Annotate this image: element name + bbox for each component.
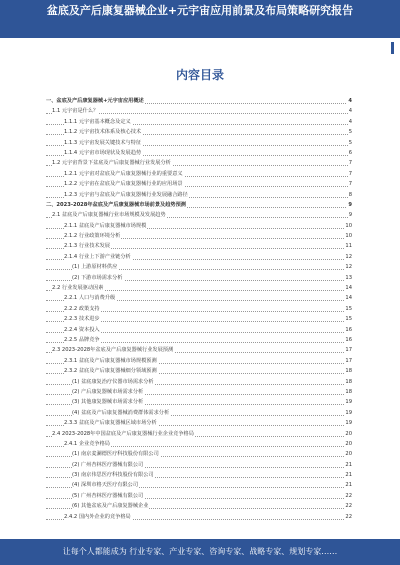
toc-entry-label: 2.2.2 政策支持 bbox=[64, 304, 101, 314]
toc-entry-page: 11 bbox=[344, 241, 352, 251]
toc-entry-page: 9 bbox=[348, 210, 352, 220]
toc-entry[interactable] bbox=[46, 304, 352, 314]
toc-entry-page: 5 bbox=[348, 127, 352, 137]
toc-entry-page: 7 bbox=[348, 169, 352, 179]
toc-entry-page: 19 bbox=[344, 408, 352, 418]
toc-entry[interactable] bbox=[46, 117, 352, 127]
toc-entry-page: 22 bbox=[344, 512, 352, 522]
toc-entry-label: 2.2.1 人口与消费升级 bbox=[64, 293, 116, 303]
toc-entry[interactable] bbox=[46, 273, 352, 283]
toc-entry-page: 22 bbox=[344, 491, 352, 501]
toc-entry-page: 10 bbox=[344, 231, 352, 241]
toc-entry[interactable] bbox=[46, 429, 352, 439]
toc-entry-page: 18 bbox=[344, 377, 352, 387]
toc-entry[interactable] bbox=[46, 480, 352, 490]
toc-entry[interactable] bbox=[46, 148, 352, 158]
toc-entry-label: 1.2.3 元宇宙与盆底及产后康复器械行业发展融合路径 bbox=[64, 190, 189, 200]
toc-entry-page: 10 bbox=[344, 221, 352, 231]
toc-entry-page: 7 bbox=[348, 158, 352, 168]
toc-entry-label: 2.1.2 行业政策环境分析 bbox=[64, 231, 121, 241]
toc-entry-page: 6 bbox=[348, 148, 352, 158]
toc-entry-page: 18 bbox=[344, 387, 352, 397]
toc-entry-page: 20 bbox=[344, 439, 352, 449]
toc-entry-page: 4 bbox=[348, 117, 352, 127]
toc-entry-page: 19 bbox=[344, 418, 352, 428]
toc-entry-label: 2.1.3 行业技术发展 bbox=[64, 241, 111, 251]
toc-entry[interactable] bbox=[46, 127, 352, 137]
toc-entry[interactable] bbox=[46, 470, 352, 480]
toc-entry-page: 18 bbox=[344, 366, 352, 376]
toc-entry[interactable] bbox=[46, 283, 352, 293]
toc-entry-label: 2.3 2023-2028年盆底及产后康复器械行业发展预测 bbox=[52, 345, 174, 355]
toc-entry-label: (4) 盆底及产后康复器械消费群体需求分析 bbox=[72, 408, 170, 418]
toc-entry-page: 5 bbox=[348, 138, 352, 148]
toc-entry-page: 12 bbox=[344, 252, 352, 262]
toc-entry-page: 4 bbox=[348, 106, 352, 116]
toc-entry[interactable] bbox=[46, 491, 352, 501]
toc-entry-page: 15 bbox=[344, 314, 352, 324]
toc-entry-page: 14 bbox=[344, 293, 352, 303]
toc-entry[interactable] bbox=[46, 387, 352, 397]
toc-entry-label: 1.2.2 元宇宙在盆底及产后康复器械行业的应用场景 bbox=[64, 179, 184, 189]
toc-entry[interactable] bbox=[46, 501, 352, 511]
toc-entry-page: 17 bbox=[344, 345, 352, 355]
toc-entry-page: 4 bbox=[347, 96, 352, 106]
toc-entry-label: 1.2 元宇宙背景下盆底及产后康复器械行业发展分析 bbox=[52, 158, 172, 168]
toc-entry-label: 2.4.2 国内外企业的竞争格局 bbox=[64, 512, 132, 522]
document-header bbox=[0, 0, 400, 38]
toc-entry[interactable] bbox=[46, 210, 352, 220]
toc-entry-page: 14 bbox=[344, 283, 352, 293]
toc-entry-page: 22 bbox=[344, 501, 352, 511]
toc-entry-page: 21 bbox=[344, 480, 352, 490]
toc-entry-label: 2.4.1 企业竞争格局 bbox=[64, 439, 111, 449]
toc-entry[interactable] bbox=[46, 262, 352, 272]
toc-entry-label: 2.4 2023-2028年中国盆底及产后康复器械行业企业竞争格局 bbox=[52, 429, 195, 439]
toc-entry[interactable] bbox=[46, 460, 352, 470]
toc-entry-label: 一、盆底及产后康复器械+元宇宙应用概述 bbox=[46, 96, 145, 106]
toc-entry-label: (2) 下游市场需求分析 bbox=[72, 273, 124, 283]
toc-entry-label: 1.1 元宇宙是什么？ bbox=[52, 106, 99, 116]
toc-entry-page: 16 bbox=[344, 325, 352, 335]
toc-entry-label: 2.1.1 盆底及产后康复器械市场规模 bbox=[64, 221, 147, 231]
toc-entry-label: 2.3.2 盆底及产后康复器械细分领域预测 bbox=[64, 366, 158, 376]
toc-entry-label: 2.3.3 盆底及产后康复器械区域市场分析 bbox=[64, 418, 158, 428]
toc-entry[interactable] bbox=[46, 335, 352, 345]
toc-entry-label: 二、2023-2028年盆底及产后康复器械市场前景及趋势预测 bbox=[46, 200, 187, 210]
toc-entry-label: 1.2.1 元宇宙对盆底及产后康复器械行业的重要意义 bbox=[64, 169, 184, 179]
toc-entry[interactable] bbox=[46, 356, 352, 366]
toc-entry-page: 16 bbox=[344, 335, 352, 345]
toc-entry-label: 2.3.1 盆底及产后康复器械市场规模预测 bbox=[64, 356, 158, 366]
header-accent-bar bbox=[391, 42, 394, 54]
toc-entry[interactable] bbox=[46, 512, 352, 522]
toc-entry[interactable] bbox=[46, 231, 352, 241]
toc-entry-label: 2.1.4 行业上下游产业链分析 bbox=[64, 252, 132, 262]
toc-entry-page: 7 bbox=[348, 179, 352, 189]
toc-entry[interactable] bbox=[46, 366, 352, 376]
toc-entry-page: 13 bbox=[344, 273, 352, 283]
toc-entry-label: (2) 产后康复器械市场需求分析 bbox=[72, 387, 144, 397]
toc-entry-label: 1.1.1 元宇宙基本概念及定义 bbox=[64, 117, 132, 127]
toc-entry-page: 19 bbox=[344, 397, 352, 407]
toc-entry-page: 12 bbox=[344, 262, 352, 272]
footer-slogan: 让每个人都能成为 行业专家、产业专家、咨询专家、战略专家、规划专家…… bbox=[62, 547, 338, 556]
toc-entry[interactable] bbox=[46, 179, 352, 189]
toc-entry-page: 20 bbox=[344, 429, 352, 439]
toc-entry-label: 1.1.3 元宇宙发展关键技术与特征 bbox=[64, 138, 142, 148]
toc-entry-label: (1) 盆底康复治疗仪器市场需求分析 bbox=[72, 377, 155, 387]
toc-entry[interactable] bbox=[46, 408, 352, 418]
toc-entry[interactable] bbox=[46, 221, 352, 231]
toc-entry[interactable] bbox=[46, 241, 352, 251]
toc-entry-label: 2.2.3 技术进步 bbox=[64, 314, 101, 324]
toc-entry[interactable] bbox=[46, 449, 352, 459]
toc-entry[interactable] bbox=[46, 190, 352, 200]
toc-entry-label: 2.2 行业发展驱动因素 bbox=[52, 283, 104, 293]
toc-entry-label: (2) 广州杏林医疗器械有限公司 bbox=[72, 460, 144, 470]
toc-entry-page: 17 bbox=[344, 356, 352, 366]
toc-entry[interactable] bbox=[46, 418, 352, 428]
toc-entry[interactable] bbox=[46, 252, 352, 262]
toc-entry[interactable] bbox=[46, 158, 352, 168]
toc-entry-label: 2.1 盆底及产后康复器械行业市场规模及发展趋势 bbox=[52, 210, 167, 220]
document-title: 盆底及产后康复器械企业+元宇宙应用前景及布局策略研究报告 bbox=[46, 4, 354, 17]
toc-entry-label: (6) 其他盆底及产后康复器械企业 bbox=[72, 501, 149, 511]
toc-entry-page: 21 bbox=[344, 460, 352, 470]
toc-entry[interactable] bbox=[46, 439, 352, 449]
toc-entry-page: 15 bbox=[344, 304, 352, 314]
toc-entry[interactable] bbox=[46, 314, 352, 324]
toc-entry-page: 9 bbox=[347, 200, 352, 210]
toc-entry-label: (5) 广州杏林医疗器械有限公司 bbox=[72, 491, 144, 501]
toc-entry[interactable] bbox=[46, 325, 352, 335]
toc-entry-label: 1.1.2 元宇宙技术体系及核心技术 bbox=[64, 127, 142, 137]
toc-entry-label: 2.2.4 资本投入 bbox=[64, 325, 101, 335]
toc-entry[interactable] bbox=[46, 397, 352, 407]
toc-entry-label: 2.2.5 品牌竞争 bbox=[64, 335, 101, 345]
toc-entry[interactable] bbox=[46, 96, 352, 106]
toc-entry[interactable] bbox=[46, 200, 352, 210]
toc-entry[interactable] bbox=[46, 377, 352, 387]
toc-entry[interactable] bbox=[46, 138, 352, 148]
toc-entry[interactable] bbox=[46, 106, 352, 116]
toc-entry-page: 21 bbox=[344, 470, 352, 480]
toc-entry-page: 8 bbox=[348, 190, 352, 200]
toc-entry[interactable] bbox=[46, 293, 352, 303]
toc-entry-label: (3) 南京伟思医疗科技股份有限公司 bbox=[72, 470, 155, 480]
toc-entry[interactable] bbox=[46, 345, 352, 355]
table-of-contents bbox=[46, 96, 352, 522]
toc-entry[interactable] bbox=[46, 169, 352, 179]
toc-entry-label: (1) 上游原材料供应 bbox=[72, 262, 118, 272]
document-footer bbox=[0, 539, 400, 565]
toc-entry-label: (3) 其他康复器械市场需求分析 bbox=[72, 397, 144, 407]
toc-entry-label: (1) 南京麦澜德医疗科技股份有限公司 bbox=[72, 449, 160, 459]
toc-heading: 内容目录 bbox=[175, 68, 224, 82]
toc-entry-page: 20 bbox=[344, 449, 352, 459]
toc-entry-label: 1.1.4 元宇宙市场现状及发展趋势 bbox=[64, 148, 142, 158]
toc-entry-label: (4) 深圳市格天医疗有限公司 bbox=[72, 480, 139, 490]
